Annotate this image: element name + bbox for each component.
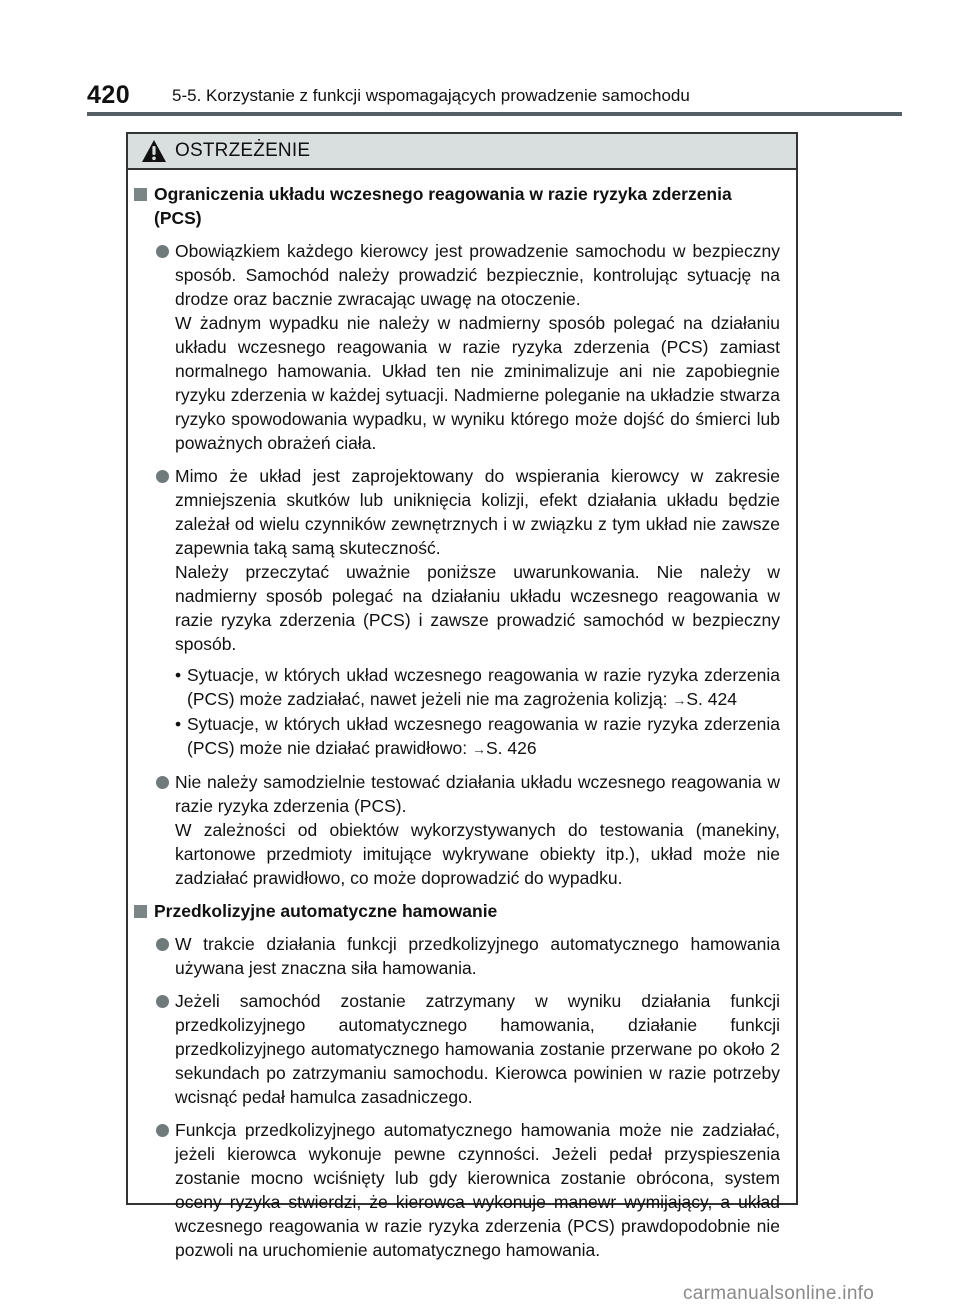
- chapter-title: 5-5. Korzystanie z funkcji wspomagających prowadzenie samochodu: [172, 86, 690, 105]
- paragraph: W trakcie działania funkcji przedkolizyjnego automatycznego hamowania używana jest znaczna siła hamowania.: [175, 934, 780, 978]
- paragraph: W zależności od obiektów wykorzystywanych do testowania (manekiny, kartonowe przedmioty imitujące wykrywane obiekty itp.), układ może nie zadziałać prawidłowo, co może doprowadzić do wypadku.: [175, 820, 780, 888]
- list-item: [132, 770, 780, 890]
- watermark: carmanualsonline.info: [683, 1283, 875, 1304]
- dot-bullet-icon: •: [175, 714, 182, 734]
- paragraph: W żadnym wypadku nie należy w nadmierny sposób polegać na działaniu układu wczesnego reagowania w razie ryzyka zderzenia (PCS) zamiast normalnego hamowania. Układ ten nie zminimalizuje ani nie zapobiegnie ryzyku zderzenia w każdej sytuacji. Nadmierne poleganie na układzie stwarza ryzyko spowodowania wypadku, w wyniku którego może dojść do śmierci lub poważnych obrażeń ciała.: [175, 313, 780, 453]
- arrow-right-icon: →: [472, 741, 486, 757]
- sub-list-item: [175, 663, 780, 712]
- warning-box: [126, 132, 798, 1260]
- sub-list: [175, 663, 780, 761]
- section-heading-text: Ograniczenia układu wczesnego reagowania w razie ryzyka zderzenia (PCS): [154, 184, 732, 228]
- warning-header: [128, 134, 796, 170]
- sub-item-text: Sytuacje, w których układ wczesnego reagowania w razie ryzyka zderzenia (PCS) może zadziałać, nawet jeżeli nie ma zagrożenia kolizją:: [187, 665, 780, 709]
- list-item: [132, 932, 780, 980]
- page-reference: S. 424: [686, 689, 737, 709]
- list-item: [132, 1118, 780, 1262]
- square-bullet-icon: [134, 188, 147, 201]
- warning-body: [128, 170, 796, 1262]
- section-heading: [132, 899, 780, 923]
- square-bullet-icon: [134, 905, 147, 918]
- page-reference: S. 426: [486, 738, 537, 758]
- list-item: [132, 989, 780, 1109]
- paragraph: Funkcja przedkolizyjnego automatycznego hamowania może nie zadziałać, jeżeli kierowca wykonuje pewne czynności. Jeżeli pedał przyspieszenia zostanie mocno wciśnięty lub gdy kierownica zostanie obrócona, system oceny ryzyka stwierdzi, że kierowca wykonuje manewr wymijający, a układ wczesnego reagowania w razie ryzyka zderzenia (PCS) prawdopodobnie nie pozwoli na uruchomienie automatycznego hamowania.: [175, 1120, 780, 1260]
- page-number: 420: [87, 81, 131, 109]
- circle-bullet-icon: [156, 470, 169, 483]
- circle-bullet-icon: [156, 1124, 169, 1137]
- page-reference-link[interactable]: [472, 738, 537, 758]
- warning-triangle-icon: [142, 140, 166, 162]
- sub-list-item: [175, 712, 780, 761]
- warning-title: OSTRZEŻENIE: [175, 140, 311, 161]
- dot-bullet-icon: •: [175, 665, 182, 685]
- section-heading: [132, 182, 780, 230]
- paragraph: Należy przeczytać uważnie poniższe uwarunkowania. Nie należy w nadmierny sposób polegać na działaniu układu wczesnego reagowania w razie ryzyka zderzenia (PCS) i zawsze prowadzić samochód w bezpieczny sposób.: [175, 562, 780, 654]
- paragraph: Obowiązkiem każdego kierowcy jest prowadzenie samochodu w bezpieczny sposób. Samochód należy prowadzić bezpiecznie, kontrolując sytuację na drodze oraz bacznie zwracając uwagę na otoczenie.: [175, 241, 780, 309]
- circle-bullet-icon: [156, 245, 169, 258]
- section-heading-text: Przedkolizyjne automatyczne hamowanie: [154, 901, 498, 921]
- paragraph: Mimo że układ jest zaprojektowany do wspierania kierowcy w zakresie zmniejszenia skutków lub uniknięcia kolizji, efekt działania układu będzie zależał od wielu czynników zewnętrznych i w związku z tym układ nie zawsze zapewnia taką samą skuteczność.: [175, 466, 780, 558]
- header-rule: [87, 112, 902, 116]
- circle-bullet-icon: [156, 938, 169, 951]
- circle-bullet-icon: [156, 995, 169, 1008]
- list-item: [132, 464, 780, 761]
- paragraph: Nie należy samodzielnie testować działania układu wczesnego reagowania w razie ryzyka zderzenia (PCS).: [175, 772, 780, 816]
- page-reference-link[interactable]: [672, 689, 737, 709]
- circle-bullet-icon: [156, 776, 169, 789]
- arrow-right-icon: →: [672, 692, 687, 708]
- list-item: [132, 239, 780, 455]
- paragraph: Jeżeli samochód zostanie zatrzymany w wyniku działania funkcji przedkolizyjnego automatycznego hamowania, działanie funkcji przedkolizyjnego automatycznego hamowania zostanie przerwane po około 2 sekundach po zatrzymaniu samochodu. Kierowca powinien w razie potrzeby wcisnąć pedał hamulca zasadniczego.: [175, 991, 780, 1107]
- sub-item-text: Sytuacje, w których układ wczesnego reagowania w razie ryzyka zderzenia (PCS) może nie działać prawidłowo:: [187, 714, 780, 758]
